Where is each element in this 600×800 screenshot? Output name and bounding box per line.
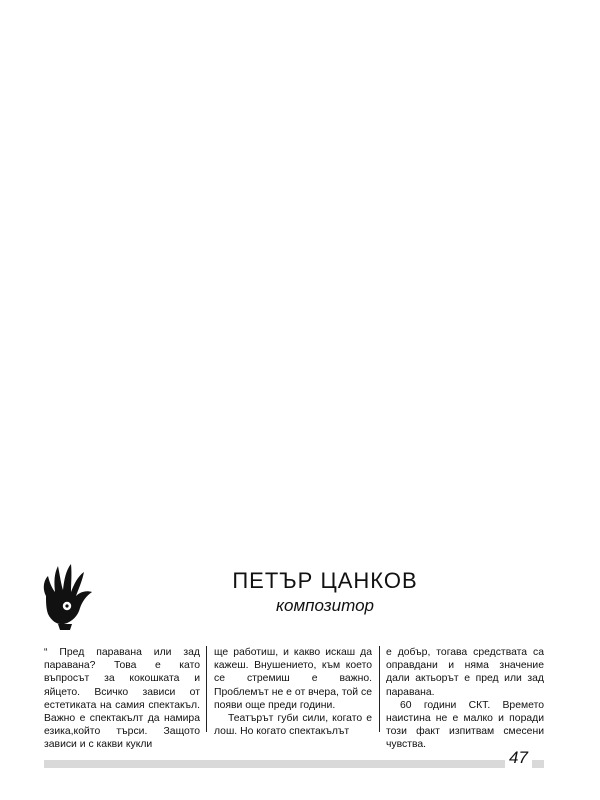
footer-bar (44, 760, 544, 768)
text-column-3 (386, 646, 544, 751)
text-column-1 (44, 646, 200, 751)
column-divider-2 (379, 646, 380, 732)
column-2-paragraph-1: ще работиш, и какво искаш да кажеш. Внушението, към което се стремиш е важно. Проблемът не е от вчера, той се появи още преди години. (214, 647, 372, 711)
column-3-paragraph-1: е добър, тогава средствата са оправдани и няма значение дали актьорът е пред или зад паравана. (386, 647, 544, 698)
text-column-2 (214, 646, 372, 738)
author-role: композитор (276, 596, 374, 615)
column-2-paragraph-2: Театърът губи сили, когато е лош. Но когато спектакълът (214, 713, 372, 738)
column-1-paragraph-1: “ Пред паравана или зад паравана? Това е като въпросът за кокошката и яйцето. Всичко зависи от естетиката на самия спектакъл. Важно е спектакълт да намира езика,който търси. Защото зависи и с какви кукли (44, 647, 200, 751)
hand-puppet-icon (40, 562, 96, 632)
page-number: 47 (505, 748, 532, 768)
column-divider-1 (206, 646, 207, 732)
column-3-paragraph-2: 60 години СКТ. Времето наистина не е малко и поради този факт изпитвам смесени чувства. (386, 699, 544, 751)
author-name: ПЕТЪР ЦАНКОВ (232, 568, 418, 593)
